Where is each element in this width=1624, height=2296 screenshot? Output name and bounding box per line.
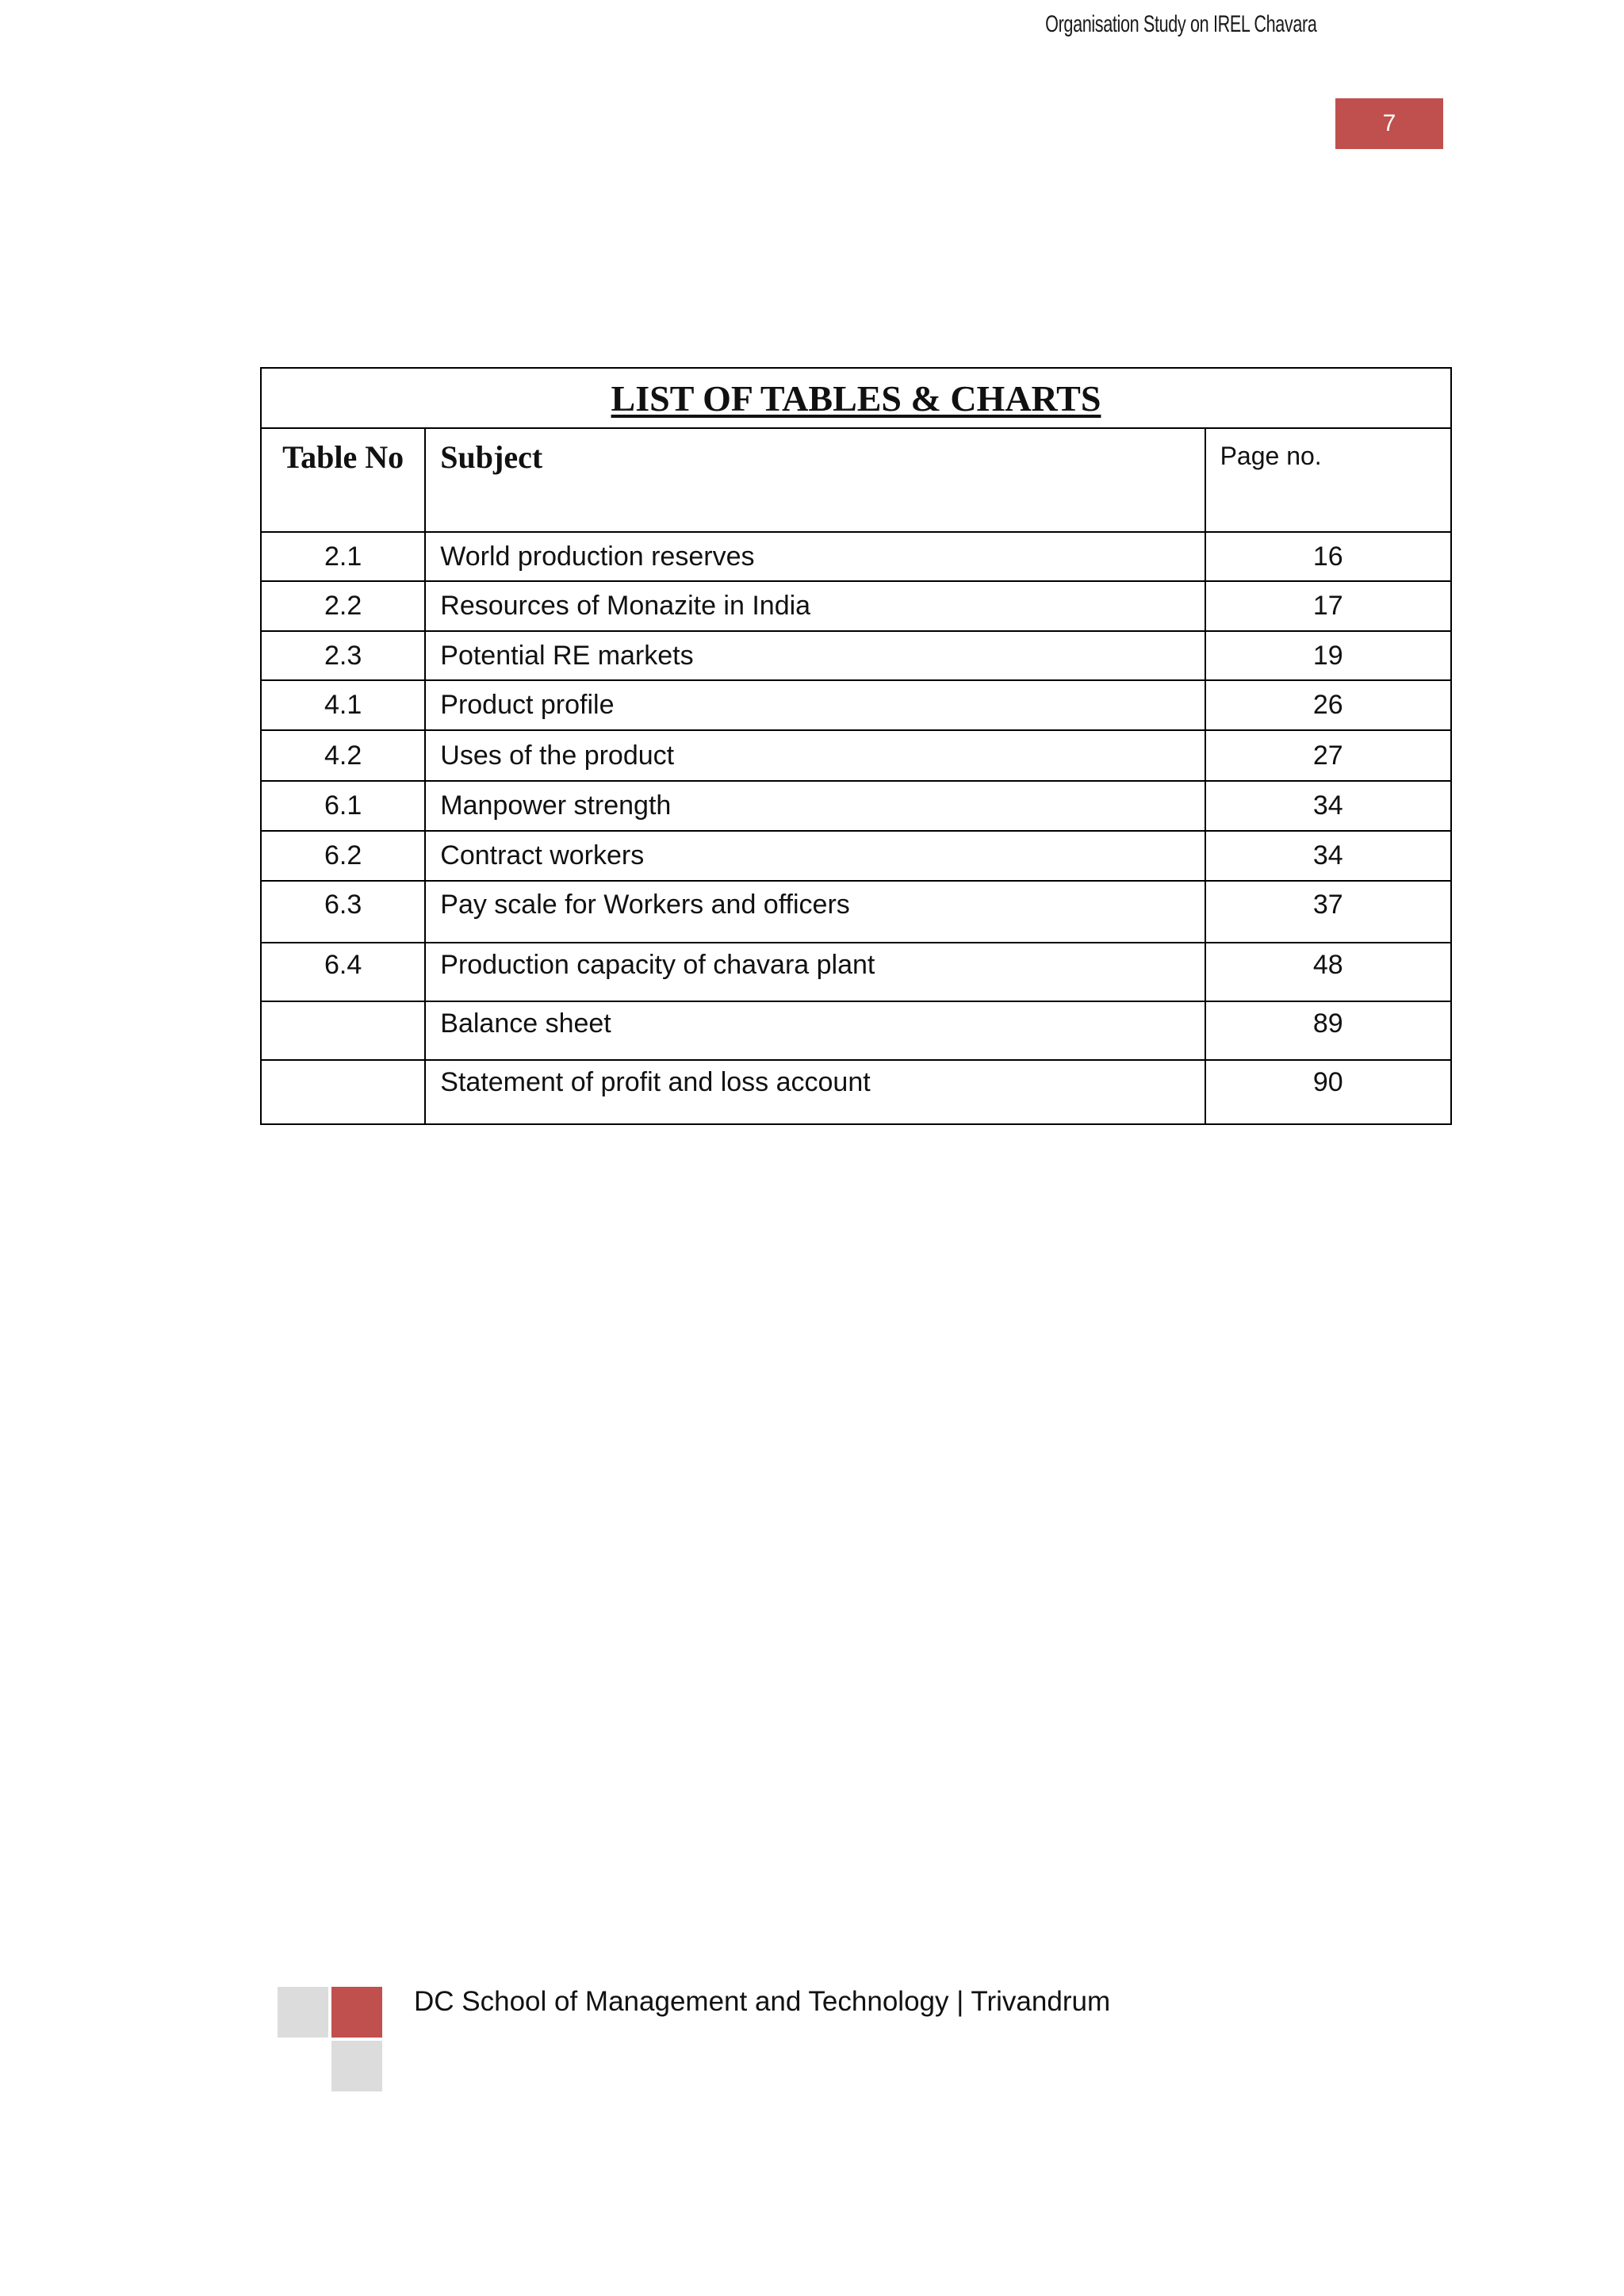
table-title: LIST OF TABLES & CHARTS	[261, 368, 1451, 428]
table-row	[261, 680, 1451, 730]
row-page-no: 26	[1205, 680, 1451, 730]
row-page-no: 17	[1205, 581, 1451, 631]
footer-institution-text: DC School of Management and Technology | Trivandrum	[414, 1986, 1111, 2017]
row-subject: Uses of the product	[425, 730, 1205, 781]
row-subject: Product profile	[425, 680, 1205, 730]
row-table-no: 2.1	[261, 532, 425, 581]
row-subject: Contract workers	[425, 831, 1205, 881]
table-header-row	[261, 428, 1451, 532]
table-row	[261, 943, 1451, 1001]
table-row	[261, 581, 1451, 631]
row-page-no: 89	[1205, 1001, 1451, 1060]
row-table-no: 6.3	[261, 881, 425, 943]
row-page-no: 34	[1205, 781, 1451, 831]
column-header-subject: Subject	[425, 428, 1205, 532]
row-table-no	[261, 1060, 425, 1124]
row-table-no: 2.2	[261, 581, 425, 631]
row-page-no: 27	[1205, 730, 1451, 781]
row-page-no: 48	[1205, 943, 1451, 1001]
table-row	[261, 730, 1451, 781]
row-subject: Balance sheet	[425, 1001, 1205, 1060]
row-page-no: 34	[1205, 831, 1451, 881]
row-table-no: 2.3	[261, 631, 425, 680]
row-page-no: 16	[1205, 532, 1451, 581]
page-number-badge: 7	[1335, 98, 1443, 149]
footer-decor-square-grey	[278, 1987, 328, 2038]
row-subject: Statement of profit and loss account	[425, 1060, 1205, 1124]
row-table-no: 6.1	[261, 781, 425, 831]
row-page-no: 19	[1205, 631, 1451, 680]
table-row	[261, 1060, 1451, 1124]
list-of-tables-table	[260, 367, 1452, 1125]
table-row	[261, 881, 1451, 943]
column-header-page-no: Page no.	[1205, 428, 1451, 532]
table-row	[261, 532, 1451, 581]
column-header-table-no: Table No	[261, 428, 425, 532]
row-subject: Potential RE markets	[425, 631, 1205, 680]
footer-decor-square-red	[331, 1987, 382, 2038]
footer-decor-square-grey	[331, 2041, 382, 2091]
row-table-no: 6.2	[261, 831, 425, 881]
row-subject: Resources of Monazite in India	[425, 581, 1205, 631]
row-page-no: 90	[1205, 1060, 1451, 1124]
table-row	[261, 831, 1451, 881]
row-table-no: 4.2	[261, 730, 425, 781]
row-table-no: 6.4	[261, 943, 425, 1001]
row-subject: Production capacity of chavara plant	[425, 943, 1205, 1001]
row-subject: Manpower strength	[425, 781, 1205, 831]
row-page-no: 37	[1205, 881, 1451, 943]
running-header-title: Organisation Study on IREL Chavara	[1044, 11, 1316, 37]
row-table-no	[261, 1001, 425, 1060]
row-subject: World production reserves	[425, 532, 1205, 581]
row-table-no: 4.1	[261, 680, 425, 730]
table-row	[261, 631, 1451, 680]
table-row	[261, 781, 1451, 831]
table-row	[261, 1001, 1451, 1060]
row-subject: Pay scale for Workers and officers	[425, 881, 1205, 943]
